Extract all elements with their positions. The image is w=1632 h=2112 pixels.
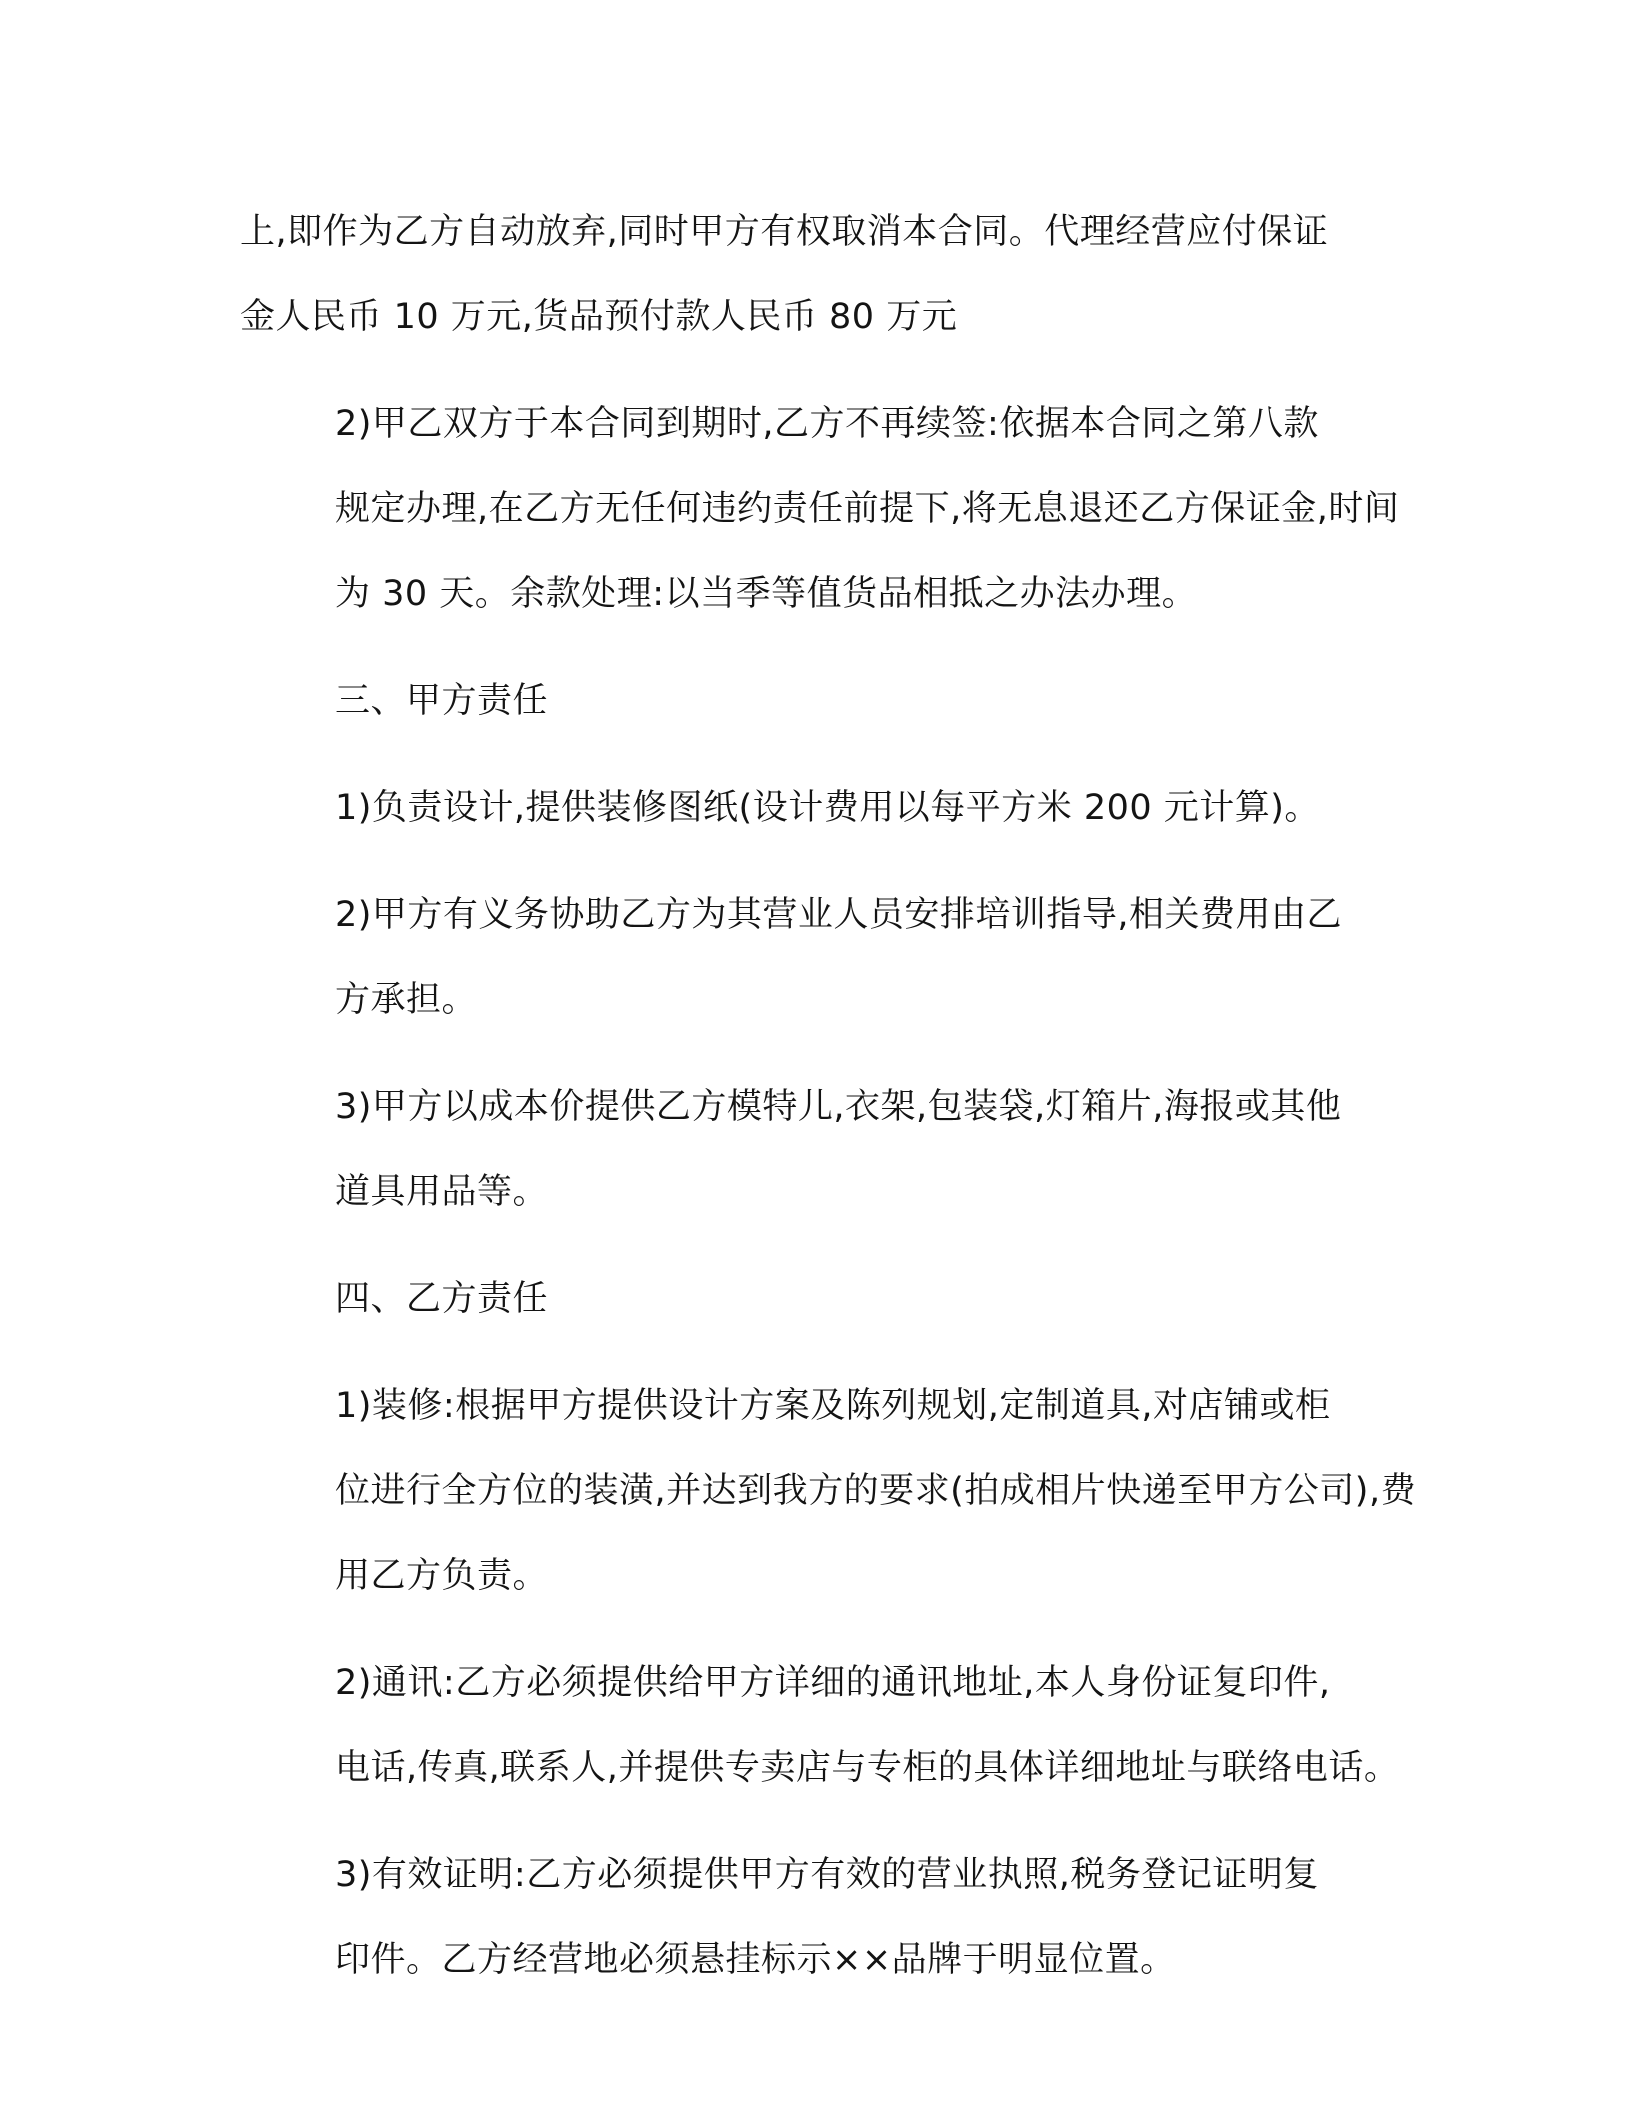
paragraph-contract-expiry: [240, 382, 1400, 637]
section-heading-party-a: [240, 659, 1400, 744]
text-line: 方承担。: [335, 980, 478, 1020]
text-line: 位进行全方位的装潢,并达到我方的要求(拍成相片快递至甲方公司),费: [335, 1471, 1417, 1511]
text-line: 1)负责设计,提供装修图纸(设计费用以每平方米 200 元计算)。: [335, 788, 1320, 828]
heading-text: 四、乙方责任: [335, 1279, 549, 1319]
heading-text: 三、甲方责任: [335, 681, 549, 721]
text-line: 电话,传真,联系人,并提供专卖店与专柜的具体详细地址与联络电话。: [335, 1748, 1400, 1788]
text-line: 上,即作为乙方自动放弃,同时甲方有权取消本合同。代理经营应付保证: [240, 212, 1329, 252]
paragraph-party-a-props: [240, 1065, 1400, 1235]
text-line: 2)甲乙双方于本合同到期时,乙方不再续签:依据本合同之第八款: [335, 404, 1319, 444]
text-line: 道具用品等。: [335, 1172, 549, 1212]
section-heading-party-b: [240, 1257, 1400, 1342]
text-line: 2)通讯:乙方必须提供给甲方详细的通讯地址,本人身份证复印件,: [335, 1663, 1331, 1703]
text-line: 用乙方负责。: [335, 1556, 549, 1596]
paragraph-party-b-communication: [240, 1641, 1400, 1811]
document-body: [240, 190, 1417, 2025]
text-line: 2)甲方有义务协助乙方为其营业人员安排培训指导,相关费用由乙: [335, 895, 1343, 935]
paragraph-party-b-certificates: [240, 1833, 1400, 2003]
text-line: 规定办理,在乙方无任何违约责任前提下,将无息退还乙方保证金,时间: [335, 489, 1400, 529]
paragraph-deposit-terms: [240, 190, 1400, 360]
text-line: 金人民币 10 万元,货品预付款人民币 80 万元: [240, 297, 958, 337]
text-line: 1)装修:根据甲方提供设计方案及陈列规划,定制道具,对店铺或柜: [335, 1386, 1331, 1426]
text-line: 印件。乙方经营地必须悬挂标示××品牌于明显位置。: [335, 1940, 1176, 1980]
paragraph-party-a-training: [240, 873, 1400, 1043]
text-line: 3)有效证明:乙方必须提供甲方有效的营业执照,税务登记证明复: [335, 1855, 1319, 1895]
paragraph-party-a-design: [240, 766, 1400, 851]
text-line: 3)甲方以成本价提供乙方模特儿,衣架,包装袋,灯箱片,海报或其他: [335, 1087, 1342, 1127]
paragraph-party-b-decoration: [240, 1364, 1417, 1619]
text-line: 为 30 天。余款处理:以当季等值货品相抵之办法办理。: [335, 574, 1198, 614]
